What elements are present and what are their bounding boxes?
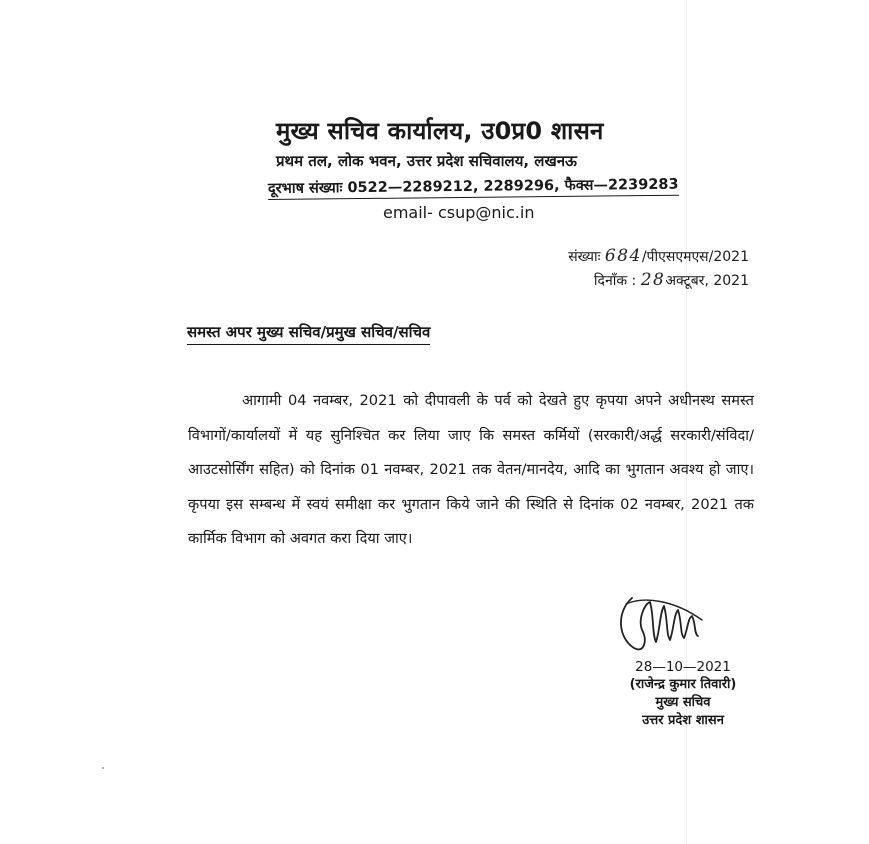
scan-speck (102, 767, 104, 769)
reference-date-label: दिनाँक : (593, 273, 637, 289)
letterhead-phone: दूरभाष संख्याः 0522—2289212, 2289296, फैक्स—2239283 (268, 174, 679, 200)
letterhead-title: मुख्य सचिव कार्यालय, उ0प्र0 शासन (276, 117, 604, 145)
reference-number-label: संख्याः (568, 249, 601, 265)
signatory-name: (राजेन्द्र कुमार तिवारी) (629, 677, 737, 692)
signature-block (598, 658, 768, 730)
signature-scribble (614, 590, 714, 660)
reference-number-handwritten: 684 (604, 246, 642, 266)
reference-date-suffix: अक्टूबर, 2021 (665, 273, 749, 289)
signatory-designation: मुख्य सचिव (655, 695, 711, 710)
reference-number (568, 246, 749, 266)
reference-date (594, 270, 749, 290)
signature-date: 28—10—2021 (635, 659, 731, 675)
reference-number-suffix: /पीएसएमएस/2021 (641, 249, 749, 265)
signatory-office: उत्तर प्रदेश शासन (642, 713, 724, 728)
letterhead-email: email- csup@nic.in (383, 203, 535, 222)
letter-body: आगामी 04 नवम्बर, 2021 को दीपावली के पर्व को देखते हुए कृपया अपने अधीनस्थ समस्त विभागों/कार्यालयों में यह सुनिश्चित कर लिया जाए कि समस्त कर्मियों (सरकारी/अर्द्ध सरकारी/संविदा/आउटसोर्सिंग सहित) को दिनांक 01 नवम्बर, 2021 तक वेतन/मानदेय, आदि का भुगतान अवश्य हो जाए। कृपया इस सम्बन्ध में स्वयं समीक्षा कर भुगतान किये जाने की स्थिति से दिनांक 02 नवम्बर, 2021 तक कार्मिक विभाग को अवगत करा दिया जाए। (188, 392, 754, 547)
letterhead-address: प्रथम तल, लोक भवन, उत्तर प्रदेश सचिवालय, लखनऊ (276, 152, 577, 170)
reference-date-handwritten: 28 (640, 270, 666, 290)
addressee-line: समस्त अपर मुख्य सचिव/प्रमुख सचिव/सचिव (187, 322, 430, 345)
